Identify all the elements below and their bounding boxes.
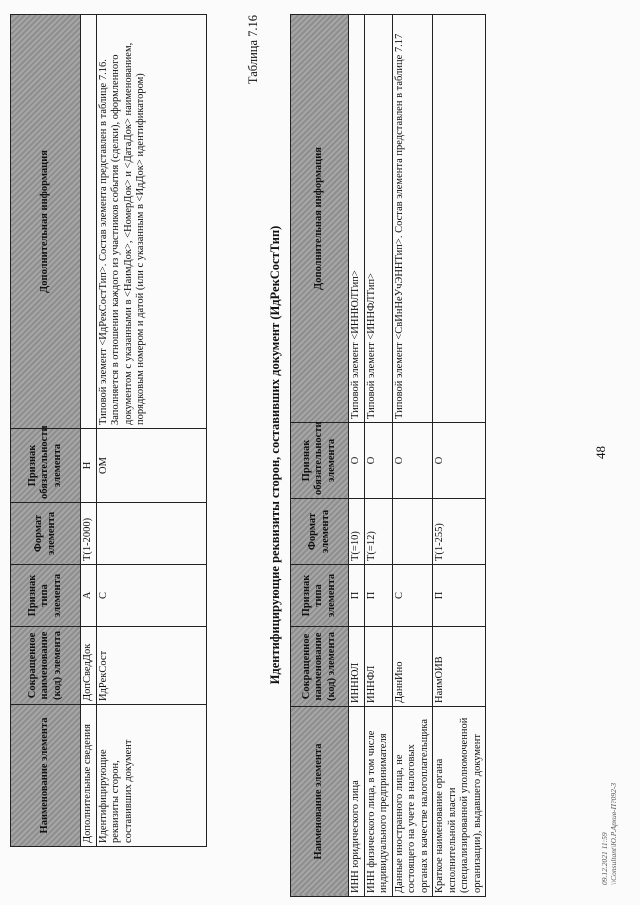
cell-type: П [349, 565, 365, 627]
cell-type: С [392, 565, 433, 627]
cell-code: НаимОИВ [433, 627, 486, 707]
th-code: Сокращенное наименование (код) элемента [11, 627, 81, 705]
cell-info [433, 15, 486, 423]
cell-type: П [433, 565, 486, 627]
table-top [10, 14, 207, 847]
th-name: Наименование элемента [291, 707, 349, 897]
cell-name: Краткое наименование органа исполнительной власти (специализированной уполномоченной организации), выдавшего документ [433, 707, 486, 897]
th-type: Признак типа элемента [291, 565, 349, 627]
cell-required: Н [81, 429, 97, 503]
th-info: Дополнительная информация [11, 15, 81, 429]
th-info: Дополнительная информация [291, 15, 349, 423]
th-required: Признак обязательности элемента [11, 429, 81, 503]
cell-name: ИНН физического лица, в том числе индивидуального предпринимателя [364, 707, 392, 897]
cell-format: Т(1-255) [433, 499, 486, 565]
cell-required: О [433, 423, 486, 499]
table-heading: Идентифицирующие реквизиты сторон, составивших документ (ИдРекСостТип) [268, 225, 282, 685]
cell-required: ОМ [96, 429, 206, 503]
cell-info: Типовой элемент <ИННЮЛТип> [349, 15, 365, 423]
cell-format: Т(=10) [349, 499, 365, 565]
cell-name: Дополнительные сведения [81, 705, 97, 847]
table-row [392, 15, 433, 897]
cell-required: О [349, 423, 365, 499]
th-required: Признак обязательности элемента [291, 423, 349, 499]
cell-code: ИННЮЛ [349, 627, 365, 707]
cell-format: Т(=12) [364, 499, 392, 565]
table-bottom [290, 14, 486, 897]
footer-date: 09.12.2021 11:59 [600, 832, 609, 885]
cell-required: О [364, 423, 392, 499]
th-code: Сокращенное наименование (код) элемента [291, 627, 349, 707]
cell-code: ДопСведДок [81, 627, 97, 705]
table-row [433, 15, 486, 897]
footer-path: \\Consultant\Ю.Р.Архив-П?092-3 [609, 782, 618, 885]
cell-format [392, 499, 433, 565]
cell-type: П [364, 565, 392, 627]
page-number: 48 [593, 446, 608, 459]
th-format: Формат элемента [291, 499, 349, 565]
table-row [81, 15, 97, 847]
th-format: Формат элемента [11, 503, 81, 565]
cell-code: ДаннИно [392, 627, 433, 707]
cell-info: Типовой элемент <ИННФЛТип> [364, 15, 392, 423]
table-caption: Таблица 7.16 [246, 15, 260, 85]
print-footer [600, 783, 618, 885]
cell-type: С [96, 565, 206, 627]
cell-code: ИННФЛ [364, 627, 392, 707]
cell-name: Данные иностранного лица, не состоящего на учете в налоговых органах в качестве налогоплательщика [392, 707, 433, 897]
th-type: Признак типа элемента [11, 565, 81, 627]
cell-name: Идентифицирующие реквизиты сторон, составивших документ [96, 705, 206, 847]
cell-info: Типовой элемент <СвИнНеУчЭННТип>. Состав элемента представлен в таблице 7.17 [392, 15, 433, 423]
cell-format: Т(1-2000) [81, 503, 97, 565]
cell-info [81, 15, 97, 429]
cell-format [96, 503, 206, 565]
cell-info: Типовой элемент <ИдРекСостТип>. Состав элемента представлен в таблице 7.16. Заполняется в отношении каждого из участников события (сделки), оформленного документом с указанными в <НаимДок>, <НомерДок> и <ДатаДок> наименованием, порядковым номером и датой (или с указанным в <ИдДок> идентификатором) [96, 15, 206, 429]
table-row [364, 15, 392, 897]
cell-code: ИдРекСост [96, 627, 206, 705]
table-row [349, 15, 365, 897]
th-name: Наименование элемента [11, 705, 81, 847]
cell-type: А [81, 565, 97, 627]
cell-name: ИНН юридического лица [349, 707, 365, 897]
table-row [96, 15, 206, 847]
cell-required: О [392, 423, 433, 499]
